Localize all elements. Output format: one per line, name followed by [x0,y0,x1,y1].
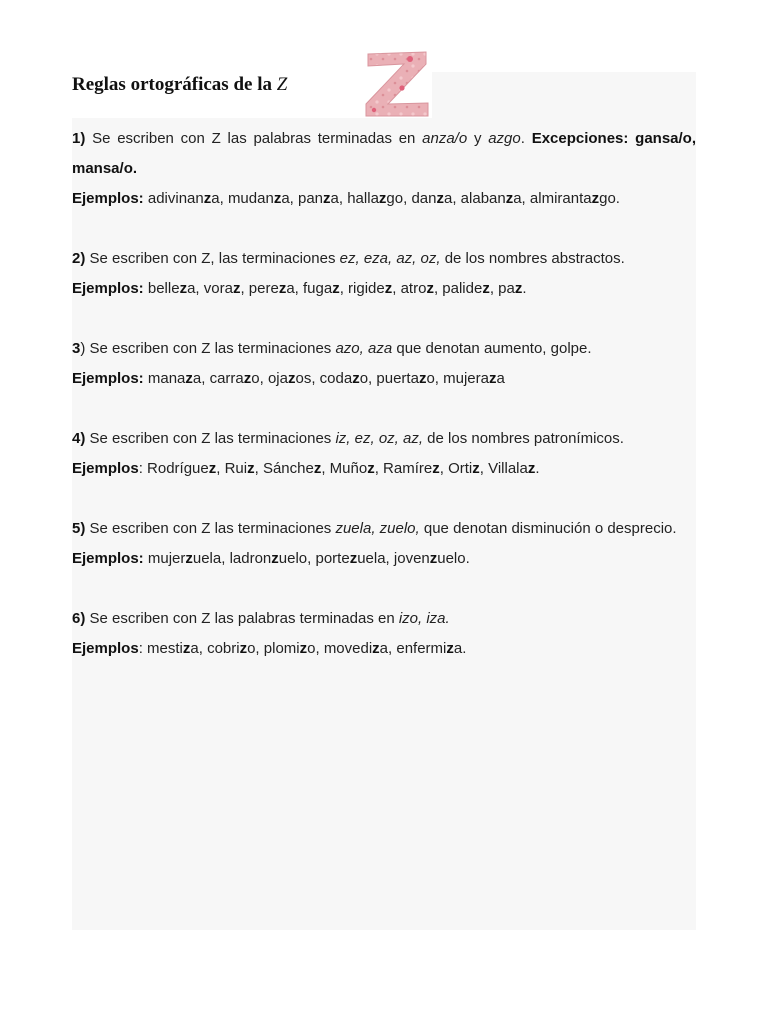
example-word-start: almiranta [529,190,592,207]
example-word-start: mujer [147,550,186,567]
example-word-end: o, [251,370,268,387]
examples-label: Ejemplos: [72,280,144,297]
example-word-end: , [240,280,249,297]
example-word [148,280,204,297]
title-letter: Z [276,74,288,95]
example-word [315,550,393,567]
example-word-z: z [247,460,255,477]
example-word-z: z [429,550,438,567]
example-word-z: z [384,280,393,297]
rule-tail: de los nombres patronímicos. [423,430,624,447]
examples-label: Ejemplos: [72,370,144,387]
rule-examples [72,544,696,574]
rule-statement [72,334,696,364]
examples-colon: : [138,640,143,657]
example-word-end: a, [443,190,461,207]
example-word-z: z [273,190,282,207]
example-word-start: halla [347,190,379,207]
example-word-start: dan [411,190,437,207]
example-word-start: adivinan [147,190,204,207]
example-word [225,460,263,477]
example-word-end: . [522,280,527,297]
rule-endings: iz, ez, oz, az, [335,430,424,447]
example-word-end: a, [286,280,303,297]
example-word-z: z [299,640,308,657]
example-word-z: z [323,190,331,207]
example-word-z: z [514,280,523,297]
examples-label: Ejemplos: [72,550,144,567]
rule-statement [72,244,696,274]
example-word-end: o, [307,640,324,657]
example-word-end: a, [281,190,298,207]
example-word-end: , [254,460,263,477]
rule-lead: Se escriben con Z las palabras terminadas en [85,610,399,627]
example-word-start: cobri [207,640,240,657]
rule-lead: Se escriben con Z las palabras terminadas en [85,130,423,147]
rule-lead: Se escriben con Z las terminaciones [85,430,336,447]
example-word-end: , [374,460,384,477]
example-word-end: go. [599,190,620,207]
example-word-z: z [278,280,287,297]
example-word-z: z [482,280,490,297]
rule-exceptions: Excepciones: gansa/o, mansa/o. [72,130,697,177]
example-word-end: o, [426,370,444,387]
example-word-z: z [432,460,440,477]
example-word [488,460,539,477]
example-word-start: rigide [348,280,385,297]
examples-label: Ejemplos [72,460,139,477]
example-word-start: Rui [224,460,248,477]
example-word-start: porte [315,550,350,567]
rule-endings: izo, iza. [398,610,450,627]
example-word [303,280,348,297]
example-word-z: z [182,640,191,657]
example-word-start: belle [147,280,180,297]
example-word-z: z [179,280,188,297]
example-word [376,370,443,387]
example-word-end: , [339,280,349,297]
example-word [148,550,230,567]
example-word-end: a, [330,190,348,207]
example-word-end: , [489,280,499,297]
example-word-start: carra [209,370,244,387]
rule-4 [72,424,696,484]
example-word [330,460,383,477]
example-word-start: ladron [229,550,272,567]
title-text: Reglas ortográficas de la [72,74,272,95]
example-word-start: Villala [488,460,528,477]
example-word-z: z [243,370,252,387]
example-word-end: o, [359,370,377,387]
example-word [530,190,620,207]
example-word-z: z [378,190,387,207]
example-word-z: z [446,640,454,657]
example-word-start: pere [248,280,279,297]
example-word-start: fuga [303,280,333,297]
example-word-end: , [216,460,225,477]
example-word [210,370,268,387]
example-word-start: palide [442,280,483,297]
example-word-z: z [505,190,514,207]
rule-examples [72,364,696,394]
rule-lead: ) Se escriben con Z las terminaciones [80,340,336,357]
example-word [264,640,324,657]
example-word-z: z [232,280,241,297]
rules-list [72,124,696,694]
example-word-end: a, [187,280,204,297]
example-word-end: go, [386,190,412,207]
example-word-z: z [372,640,380,657]
rule-6 [72,604,696,664]
example-word-end: a, [192,370,210,387]
example-word-z: z [185,550,193,567]
example-word [147,640,207,657]
example-word-z: z [488,370,497,387]
example-word-start: plomi [263,640,300,657]
example-word [147,460,225,477]
example-word [249,280,303,297]
example-word-end: uelo, [278,550,316,567]
examples-colon: : [138,460,143,477]
example-word [348,280,401,297]
example-word [396,640,466,657]
example-word-end: a, [379,640,397,657]
rule-3 [72,334,696,394]
example-word-start: enfermi [396,640,447,657]
example-word [442,280,498,297]
example-word-z: z [313,460,322,477]
example-word-start: Muño [329,460,368,477]
example-word-start: atro [400,280,427,297]
example-word-end: uela, [357,550,394,567]
rule-tail: que denotan disminución o desprecio. [419,520,677,537]
example-word-z: z [591,190,600,207]
example-word [230,550,316,567]
rule-number: 3 [72,340,81,357]
example-word [148,190,228,207]
example-word-z: z [418,370,427,387]
rule-examples [72,454,696,484]
example-word-start: mudan [227,190,274,207]
example-word [228,190,298,207]
example-word-z: z [203,190,212,207]
example-word-z: z [426,280,434,297]
example-word-end: uela, [192,550,230,567]
example-word-z: z [239,640,248,657]
rule-lead: Se escriben con Z, las terminaciones [85,250,340,267]
example-word-z: z [472,460,480,477]
example-word [324,640,397,657]
example-word-end: a. [453,640,467,657]
rule-mid: y [467,130,489,147]
rule-tail: que denotan aumento, golpe. [392,340,592,357]
example-word-start: mana [147,370,186,387]
example-word-start: coda [319,370,353,387]
decorative-letter-z-icon [362,50,432,118]
rule-endings: azo, aza [335,340,393,357]
example-word [298,190,347,207]
rule-2 [72,244,696,304]
rule-number: 1) [72,130,86,147]
example-word [347,190,411,207]
rule-number: 6) [72,610,86,627]
example-word-z: z [271,550,279,567]
example-word-start: Sánche [262,460,314,477]
example-word [204,280,249,297]
document-title [72,74,287,96]
example-word-z: z [367,460,375,477]
example-word [394,550,470,567]
rule-examples [72,184,696,214]
example-word-start: Rodrígue [147,460,209,477]
rule-examples [72,634,696,664]
example-word-start: vora [203,280,233,297]
rule-endings: ez, eza, az, oz, [339,250,441,267]
rule-number: 5) [72,520,86,537]
rule-1 [72,124,696,214]
example-word-start: movedi [323,640,373,657]
example-word-z: z [352,370,360,387]
example-word-end: o, [247,640,264,657]
example-word [320,370,377,387]
rule-5 [72,514,696,574]
example-word [263,460,330,477]
rule-number: 2) [72,250,86,267]
example-word-end: , [439,460,449,477]
example-word [383,460,448,477]
example-word-end: , [321,460,330,477]
example-word-end: , [433,280,443,297]
rule-endings: zuela, zuelo, [335,520,420,537]
example-word-z: z [185,370,193,387]
rule-number: 4) [72,430,86,447]
example-word-start: alaban [460,190,506,207]
rule-statement [72,604,696,634]
example-word-end: , [392,280,401,297]
examples-label: Ejemplos [72,640,139,657]
example-word-end: a, [513,190,530,207]
example-word-start: pa [498,280,515,297]
example-word-end: . [535,460,540,477]
rule-statement [72,514,696,544]
example-word-start: pan [298,190,324,207]
example-word-start: mujera [443,370,489,387]
example-word-z: z [208,460,217,477]
example-word-end: os, [295,370,320,387]
rule-statement [72,424,696,454]
example-word [498,280,526,297]
example-word-z: z [332,280,340,297]
example-word [268,370,320,387]
example-word [461,190,530,207]
example-word [443,370,505,387]
example-word-end: a [496,370,505,387]
example-word-z: z [436,190,444,207]
rule-endings: anza/o [422,130,468,147]
rule-examples [72,274,696,304]
example-word-start: Orti [448,460,473,477]
example-word-end: a, [211,190,228,207]
example-word-start: Ramíre [383,460,433,477]
example-word [207,640,264,657]
example-word-z: z [287,370,296,387]
rule-endings-2: azgo [488,130,521,147]
examples-label: Ejemplos: [72,190,144,207]
example-word-start: joven [393,550,430,567]
rule-tail: de los nombres abstractos. [440,250,625,267]
example-word-end: a, [190,640,208,657]
example-word [401,280,443,297]
example-word-start: mesti [147,640,183,657]
example-word [148,370,210,387]
rule-statement [72,124,696,184]
example-word-end: , [479,460,489,477]
example-word-z: z [527,460,536,477]
example-word-start: puerta [376,370,419,387]
example-word [448,460,488,477]
example-word-start: oja [267,370,288,387]
example-word-end: uelo. [437,550,470,567]
example-word [411,190,460,207]
rule-dot: . [520,130,532,147]
rule-lead: Se escriben con Z las terminaciones [85,520,336,537]
example-word-z: z [349,550,358,567]
